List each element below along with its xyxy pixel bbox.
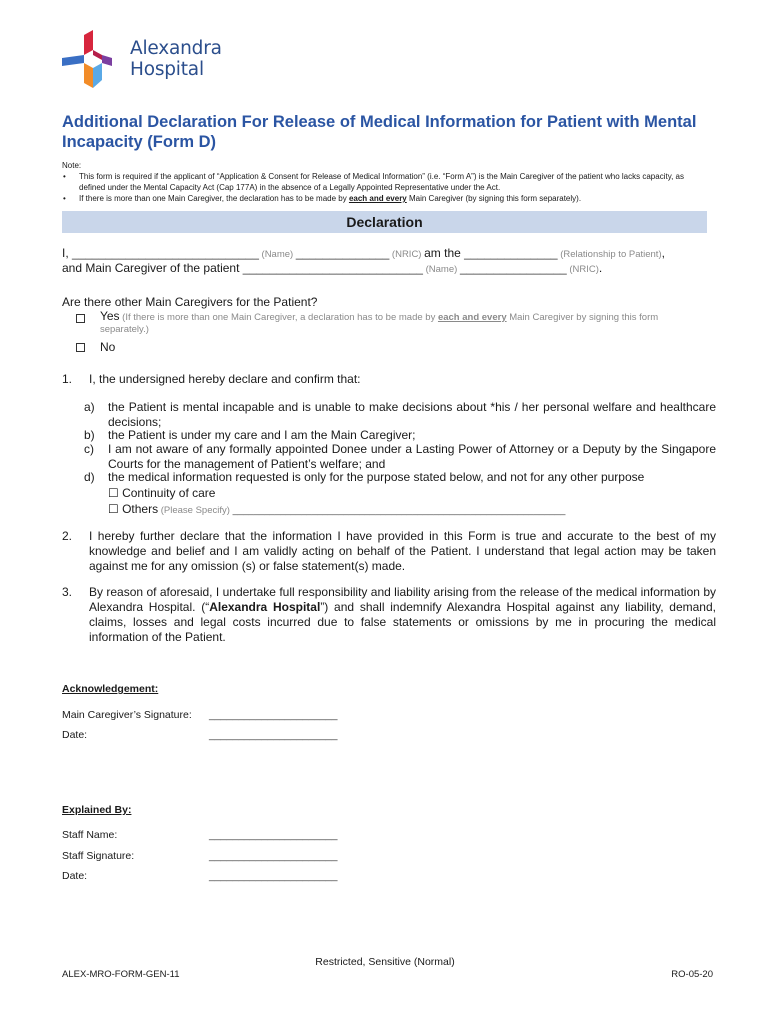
nric-field[interactable]: ______________	[295, 246, 390, 260]
caregiver-signature-label: Main Caregiver’s Signature:	[62, 709, 192, 721]
hospital-logo	[60, 30, 222, 88]
logo-line2: Hospital	[130, 59, 204, 80]
section-2-number: 2.	[62, 529, 73, 543]
item-c-text: I am not aware of any formally appointed Donee under a Lasting Power of Attorney or a Deputy by the Singapore Courts for the management of Patient’s welfare; and	[108, 442, 716, 471]
note-list	[62, 172, 712, 206]
item-d-label: d)	[84, 470, 95, 484]
item-b-label: b)	[84, 428, 95, 442]
section-1-number: 1.	[62, 372, 73, 386]
caregiver-date-label: Date:	[62, 729, 88, 741]
item-c-label: c)	[84, 442, 94, 456]
no-checkbox[interactable]	[76, 343, 85, 352]
patient-nric-field[interactable]: ________________	[459, 261, 567, 275]
note-item-2: • If there is more than one Main Caregiver, the declaration has to be made by each and every Main Caregiver (by signing this form separately).	[62, 194, 712, 205]
yes-checkbox[interactable]	[76, 314, 85, 323]
continuity-of-care-option[interactable]: ☐ Continuity of care	[108, 486, 216, 500]
acknowledgement-heading: Acknowledgement:	[62, 683, 159, 695]
note-item-1: • This form is required if the applicant of “Application & Consent for Release of Medical Information” (i.e. “Form A”) is the Main Caregiver of the patient who lacks capacity, as defined under the Mental Capacity Act (Cap 177A) in the absence of a Legally Appointed Representative under the Act.	[62, 172, 712, 193]
relationship-field[interactable]: ______________	[464, 246, 558, 260]
caregiver-date-field[interactable]: ______________________	[209, 729, 338, 741]
form-code: ALEX-MRO-FORM-GEN-11	[62, 969, 180, 980]
caregiver-signature-field[interactable]: ______________________	[209, 709, 338, 721]
note-heading: Note:	[62, 161, 82, 170]
option-no[interactable]: No	[76, 340, 115, 354]
classification-label: Restricted, Sensitive (Normal)	[315, 956, 455, 968]
revision-code: RO-05-20	[671, 969, 713, 980]
staff-signature-label: Staff Signature:	[62, 850, 135, 862]
name-field[interactable]: ____________________________	[72, 246, 259, 260]
option-yes[interactable]: Yes (If there is more than one Main Caregiver, a declaration has to be made by each and every Main Caregiver by signing this form separately.)	[76, 311, 706, 335]
declaration-heading: Declaration	[62, 211, 707, 233]
section-1-text: I, the undersigned hereby declare and confirm that:	[89, 372, 361, 386]
section-3-text: By reason of aforesaid, I undertake full responsibility and liability arising from the release of the medical information by Alexandra Hospital. (“Alexandra Hospital”) and shall indemnify Alexandra Hospital against any liability, demand, claims, losses and legal costs incurred due to false statements or omissions by me in procuring the medical information of the Patient.	[89, 585, 716, 644]
item-a-text: the Patient is mental incapable and is unable to make decisions about *his / her personal welfare and healthcare decisions;	[108, 400, 716, 429]
item-b-text: the Patient is under my care and I am the Main Caregiver;	[108, 428, 416, 442]
hospital-cross-icon	[60, 30, 130, 88]
staff-date-field[interactable]: ______________________	[209, 870, 338, 882]
item-a-label: a)	[84, 400, 95, 414]
staff-name-label: Staff Name:	[62, 829, 118, 841]
patient-line: and Main Caregiver of the patient ___________________________ (Name) ________________ (NRIC).	[62, 261, 603, 275]
explained-by-heading: Explained By:	[62, 804, 132, 816]
others-option[interactable]: ☐ Others (Please Specify) _______________________________________________________________	[108, 502, 566, 516]
form-title: Additional Declaration For Release of Medical Information for Patient with Mental Incapacity (Form D)	[62, 113, 697, 151]
section-3-number: 3.	[62, 585, 73, 599]
section-2-text: I hereby further declare that the information I have provided in this Form is true and accurate to the best of my knowledge and belief and I am validly acting on behalf of the Patient. I understand that legal action may be taken against me for any omission (s) or false statement(s) made.	[89, 529, 716, 573]
other-caregivers-question: Are there other Main Caregivers for the Patient?	[62, 295, 318, 309]
item-d-text: the medical information requested is only for the purpose stated below, and not for any other purpose	[108, 470, 645, 484]
staff-name-field[interactable]: ______________________	[209, 829, 338, 841]
logo-line1: Alexandra	[130, 38, 222, 59]
declarant-line: I, ____________________________ (Name) ______________ (NRIC) am the ______________ (Relationship to Patient),	[62, 246, 665, 260]
staff-date-label: Date:	[62, 870, 88, 882]
patient-name-field[interactable]: ___________________________	[242, 261, 423, 275]
others-specify-field[interactable]: _______________________________________________________________	[232, 505, 566, 516]
staff-signature-field[interactable]: ______________________	[209, 850, 338, 862]
